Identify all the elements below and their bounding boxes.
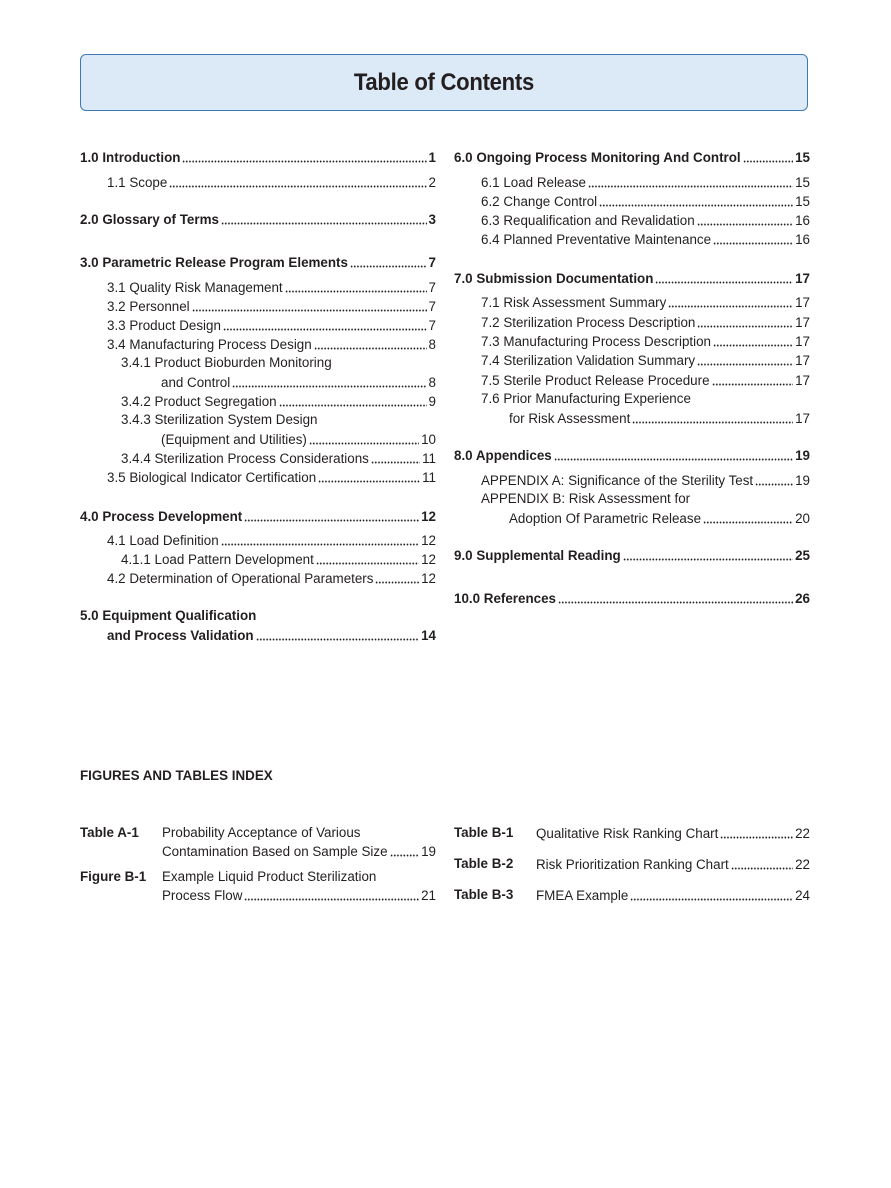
toc-entry-label: 3.4.3 Sterilization System Design <box>121 412 318 427</box>
toc-entry-label: 4.1 Load Definition <box>107 533 219 548</box>
toc-entry-bioburden-line2[interactable] <box>161 373 436 392</box>
figure-page: 19 <box>421 844 436 859</box>
figure-label: Table B-2 <box>454 856 514 871</box>
page-title: Table of Contents <box>353 68 535 96</box>
toc-entry-label: 1.1 Scope <box>107 175 168 190</box>
toc-entry-equipment-qualification-line1[interactable] <box>80 607 436 625</box>
dot-leader <box>169 174 426 188</box>
toc-entry-page: 1 <box>428 150 436 165</box>
dot-leader <box>712 372 794 386</box>
toc-entry-appendix-a[interactable] <box>481 471 810 490</box>
toc-entry-label: 6.2 Change Control <box>481 194 598 209</box>
toc-entry-product-segregation[interactable] <box>121 392 436 411</box>
toc-entry-label: APPENDIX A: Significance of the Sterility Test <box>481 473 754 488</box>
toc-entry-page: 8 <box>428 337 436 352</box>
toc-entry-appendix-b-line2[interactable] <box>509 509 810 528</box>
figure-label: Table A-1 <box>80 825 139 840</box>
toc-entry-manufacturing-process[interactable] <box>107 335 436 354</box>
toc-entry-label: and Control <box>161 375 231 390</box>
toc-entry-label: 6.1 Load Release <box>481 175 586 190</box>
dot-leader <box>221 211 427 225</box>
toc-entry-page: 7 <box>428 318 436 333</box>
toc-entry-label: 1.0 Introduction <box>80 150 181 165</box>
toc-entry-label: 6.3 Requalification and Revalidation <box>481 213 695 228</box>
toc-entry-label: 4.1.1 Load Pattern Development <box>121 552 314 567</box>
dot-leader <box>223 317 427 331</box>
dot-leader <box>244 887 419 901</box>
toc-entry-glossary[interactable] <box>80 210 436 229</box>
toc-entry-label: 3.2 Personnel <box>107 299 190 314</box>
dot-leader <box>221 532 419 546</box>
toc-entry-label: 4.0 Process Development <box>80 509 243 524</box>
figure-entry-table-b3[interactable] <box>454 886 810 906</box>
toc-entry-page: 17 <box>795 295 810 310</box>
toc-entry-prior-experience-line2[interactable] <box>509 409 810 428</box>
toc-entry-label: Adoption Of Parametric Release <box>509 511 702 526</box>
toc-entry-page: 2 <box>428 175 436 190</box>
toc-entry-supplemental-reading[interactable] <box>454 546 810 565</box>
toc-entry-label: 7.0 Submission Documentation <box>454 271 654 286</box>
toc-entry-process-development[interactable] <box>80 507 436 526</box>
toc-entry-requalification[interactable] <box>481 211 810 230</box>
dot-leader <box>309 431 419 445</box>
dot-leader <box>285 279 427 293</box>
toc-entry-label: 3.0 Parametric Release Program Elements <box>80 255 348 270</box>
toc-entry-references[interactable] <box>454 589 810 608</box>
toc-entry-page: 17 <box>795 411 810 426</box>
toc-entry-label: (Equipment and Utilities) <box>161 432 307 447</box>
toc-entry-label: 3.4.1 Product Bioburden Monitoring <box>121 355 332 370</box>
toc-entry-load-release[interactable] <box>481 173 810 192</box>
toc-entry-sterilization-considerations[interactable] <box>121 449 436 468</box>
figure-page: 22 <box>795 857 810 872</box>
toc-entry-personnel[interactable] <box>107 297 436 316</box>
figures-index-heading: FIGURES AND TABLES INDEX <box>80 768 273 783</box>
toc-entry-manufacturing-process-description[interactable] <box>481 332 810 351</box>
figure-title-line1: Example Liquid Product Sterilization <box>162 869 377 884</box>
toc-entry-ongoing-monitoring[interactable] <box>454 148 810 167</box>
toc-entry-page: 10 <box>421 432 436 447</box>
dot-leader <box>713 333 793 347</box>
dot-leader <box>232 374 426 388</box>
title-banner <box>80 54 808 111</box>
toc-entry-page: 7 <box>428 255 436 270</box>
dot-leader <box>375 570 419 584</box>
toc-entry-page: 17 <box>795 353 810 368</box>
toc-entry-page: 12 <box>421 509 436 524</box>
toc-entry-risk-assessment-summary[interactable] <box>481 293 810 312</box>
dot-leader <box>720 825 793 839</box>
dot-leader <box>350 254 427 268</box>
dot-leader <box>755 472 793 486</box>
toc-entry-page: 25 <box>795 548 810 563</box>
dot-leader <box>390 843 420 857</box>
toc-entry-appendices[interactable] <box>454 446 810 465</box>
toc-entry-page: 11 <box>422 470 436 485</box>
toc-entry-sterilization-process-description[interactable] <box>481 313 810 332</box>
dot-leader <box>279 393 427 407</box>
toc-entry-label: 5.0 Equipment Qualification <box>80 608 257 623</box>
figure-page: 24 <box>795 888 810 903</box>
toc-entry-label: 7.4 Sterilization Validation Summary <box>481 353 696 368</box>
dot-leader <box>623 547 793 561</box>
toc-entry-label: 7.6 Prior Manufacturing Experience <box>481 391 691 406</box>
toc-entry-label: 3.4 Manufacturing Process Design <box>107 337 312 352</box>
toc-entry-page: 26 <box>795 591 810 606</box>
dot-leader <box>697 314 793 328</box>
toc-entry-appendix-b-line1[interactable] <box>481 490 810 508</box>
figure-entry-table-a1[interactable] <box>80 824 436 862</box>
toc-entry-page: 17 <box>795 373 810 388</box>
toc-entry-page: 20 <box>795 511 810 526</box>
toc-entry-load-definition[interactable] <box>107 531 436 550</box>
dot-leader <box>314 336 427 350</box>
dot-leader <box>630 887 793 901</box>
toc-entry-page: 17 <box>795 315 810 330</box>
toc-entry-page: 12 <box>421 571 436 586</box>
figure-title: Risk Prioritization Ranking Chart <box>536 857 729 872</box>
dot-leader <box>558 590 793 604</box>
figure-entry-table-b1[interactable] <box>454 824 810 844</box>
toc-entry-page: 15 <box>795 194 810 209</box>
toc-entry-label: 7.3 Manufacturing Process Description <box>481 334 711 349</box>
toc-entry-label: 9.0 Supplemental Reading <box>454 548 621 563</box>
figure-title-line2: Process Flow <box>162 888 243 903</box>
toc-entry-page: 11 <box>422 451 436 466</box>
toc-entry-submission-documentation[interactable] <box>454 269 810 288</box>
toc-entry-label: 3.1 Quality Risk Management <box>107 280 283 295</box>
toc-entry-label: 6.0 Ongoing Process Monitoring And Control <box>454 150 741 165</box>
dot-leader <box>668 294 793 308</box>
dot-leader <box>316 551 419 565</box>
figure-label: Figure B-1 <box>80 869 147 884</box>
toc-entry-sterile-product-release[interactable] <box>481 371 810 390</box>
toc-entry-sterilization-validation-summary[interactable] <box>481 351 810 370</box>
toc-entry-equipment-qualification-line2[interactable] <box>107 626 436 645</box>
toc-entry-product-design[interactable] <box>107 316 436 335</box>
dot-leader <box>632 410 793 424</box>
toc-entry-label: for Risk Assessment <box>509 411 631 426</box>
toc-entry-page: 19 <box>795 448 810 463</box>
toc-entry-preventative-maintenance[interactable] <box>481 230 810 249</box>
dot-leader <box>244 508 419 522</box>
dot-leader <box>192 298 427 312</box>
dot-leader <box>318 469 420 483</box>
toc-entry-label: and Process Validation <box>107 628 254 643</box>
dot-leader <box>743 149 793 163</box>
dot-leader <box>713 231 793 245</box>
figure-label: Table B-3 <box>454 887 514 902</box>
toc-entry-label: 4.2 Determination of Operational Parameters <box>107 571 374 586</box>
toc-entry-parametric-release[interactable] <box>80 253 436 272</box>
figure-page: 22 <box>795 826 810 841</box>
dot-leader <box>599 193 793 207</box>
toc-entry-page: 16 <box>795 213 810 228</box>
toc-entry-scope[interactable] <box>107 173 436 192</box>
toc-entry-sterilization-system-line1[interactable] <box>121 411 436 429</box>
toc-entry-label: 8.0 Appendices <box>454 448 552 463</box>
figure-title-line2: Contamination Based on Sample Size <box>162 844 388 859</box>
toc-entry-page: 17 <box>795 334 810 349</box>
toc-entry-change-control[interactable] <box>481 192 810 211</box>
figure-entry-figure-b1[interactable] <box>80 868 436 906</box>
toc-entry-label: 10.0 References <box>454 591 556 606</box>
toc-entry-label: 3.5 Biological Indicator Certification <box>107 470 317 485</box>
dot-leader <box>256 627 419 641</box>
dot-leader <box>731 856 793 870</box>
figure-title-line1: Probability Acceptance of Various <box>162 825 361 840</box>
toc-entry-label: 7.5 Sterile Product Release Procedure <box>481 373 710 388</box>
toc-entry-bioburden-line1[interactable] <box>121 354 436 372</box>
toc-entry-load-pattern[interactable] <box>121 550 436 569</box>
toc-entry-sterilization-system-line2[interactable] <box>161 430 436 449</box>
toc-entry-page: 8 <box>428 375 436 390</box>
dot-leader <box>554 447 793 461</box>
dot-leader <box>697 212 793 226</box>
toc-entry-label: 6.4 Planned Preventative Maintenance <box>481 232 712 247</box>
toc-entry-introduction[interactable] <box>80 148 436 167</box>
toc-entry-label: APPENDIX B: Risk Assessment for <box>481 491 691 506</box>
toc-entry-page: 7 <box>428 299 436 314</box>
toc-entry-biological-indicator[interactable] <box>107 468 436 487</box>
toc-entry-label: 7.1 Risk Assessment Summary <box>481 295 667 310</box>
toc-entry-quality-risk[interactable] <box>107 278 436 297</box>
figure-label: Table B-1 <box>454 825 514 840</box>
toc-entry-page: 17 <box>795 271 810 286</box>
toc-entry-label: 7.2 Sterilization Process Description <box>481 315 696 330</box>
dot-leader <box>371 450 420 464</box>
toc-entry-page: 15 <box>795 150 810 165</box>
figure-page: 21 <box>421 888 436 903</box>
dot-leader <box>182 149 426 163</box>
dot-leader <box>655 270 793 284</box>
toc-entry-page: 12 <box>421 533 436 548</box>
toc-entry-page: 19 <box>795 473 810 488</box>
toc-entry-label: 3.4.4 Sterilization Process Considerations <box>121 451 369 466</box>
figure-title: Qualitative Risk Ranking Chart <box>536 826 719 841</box>
toc-entry-label: 3.3 Product Design <box>107 318 221 333</box>
toc-entry-page: 7 <box>428 280 436 295</box>
figure-title: FMEA Example <box>536 888 629 903</box>
figure-entry-table-b2[interactable] <box>454 855 810 875</box>
toc-entry-page: 9 <box>428 394 436 409</box>
dot-leader <box>588 174 793 188</box>
toc-entry-label: 2.0 Glossary of Terms <box>80 212 219 227</box>
toc-entry-page: 14 <box>421 628 436 643</box>
toc-entry-prior-experience-line1[interactable] <box>481 390 810 408</box>
toc-entry-page: 3 <box>428 212 436 227</box>
toc-entry-operational-parameters[interactable] <box>107 569 436 588</box>
toc-entry-page: 16 <box>795 232 810 247</box>
dot-leader <box>703 510 793 524</box>
dot-leader <box>697 352 793 366</box>
toc-entry-page: 12 <box>421 552 436 567</box>
toc-entry-label: 3.4.2 Product Segregation <box>121 394 277 409</box>
toc-entry-page: 15 <box>795 175 810 190</box>
